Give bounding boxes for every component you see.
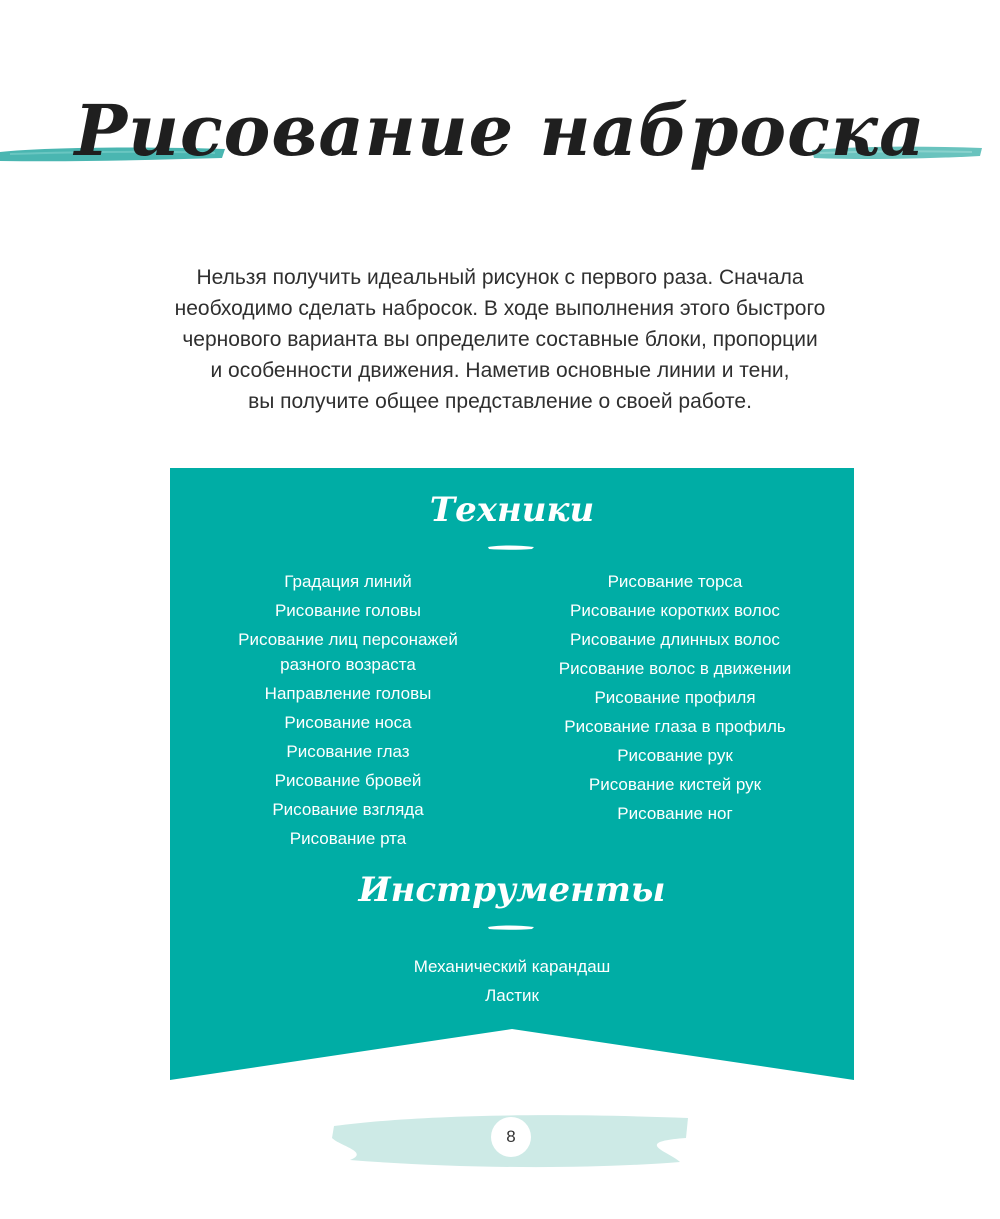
technique-item: Рисование взгляда [272, 800, 424, 819]
tools-list [170, 952, 854, 1010]
technique-item: Градация линий [284, 572, 412, 591]
tools-underline [488, 924, 534, 930]
page-title: Рисование наброска [74, 89, 926, 172]
technique-item: Рисование рук [617, 746, 733, 765]
technique-item: Рисование волос в движении [558, 659, 792, 678]
technique-item: Рисование рта [289, 829, 407, 848]
technique-item: Рисование длинных волос [570, 630, 780, 649]
intro-line: Нельзя получить идеальный рисунок с первого раза. Сначала [196, 266, 804, 289]
techniques-title: Техники [429, 490, 595, 530]
technique-item: Рисование головы [274, 601, 422, 620]
intro-line: необходимо сделать набросок. В ходе выполнения этого быстрого [174, 297, 826, 320]
technique-item: Направление головы [264, 684, 432, 703]
technique-item: Рисование коротких волос [570, 601, 780, 620]
technique-item: Рисование ног [617, 804, 733, 823]
techniques-right-column [530, 569, 820, 830]
technique-item: Рисование глаз [286, 742, 410, 761]
tool-item: Механический карандаш [413, 957, 611, 976]
technique-item: Рисование бровей [274, 771, 422, 790]
technique-item: Рисование торса [607, 572, 743, 591]
tool-item: Ластик [485, 986, 539, 1005]
technique-item: Рисование профиля [594, 688, 756, 707]
techniques-left-column [220, 569, 476, 855]
techniques-underline [488, 544, 534, 550]
contents-banner [170, 468, 854, 1080]
technique-item: Рисование носа [284, 713, 412, 732]
intro-paragraph [130, 262, 870, 417]
technique-item: Рисование глаза в профиль [564, 717, 786, 736]
intro-line: и особенности движения. Наметив основные линии и тени, [210, 359, 790, 382]
technique-item: Рисование лиц персонажей разного возраста [238, 630, 458, 674]
tools-title: Инструменты [358, 870, 666, 910]
intro-line: вы получите общее представление о своей работе. [248, 390, 752, 413]
page-number: 8 [491, 1117, 531, 1157]
technique-item: Рисование кистей рук [588, 775, 762, 794]
intro-line: чернового варианта вы определите составные блоки, пропорции [182, 328, 818, 351]
